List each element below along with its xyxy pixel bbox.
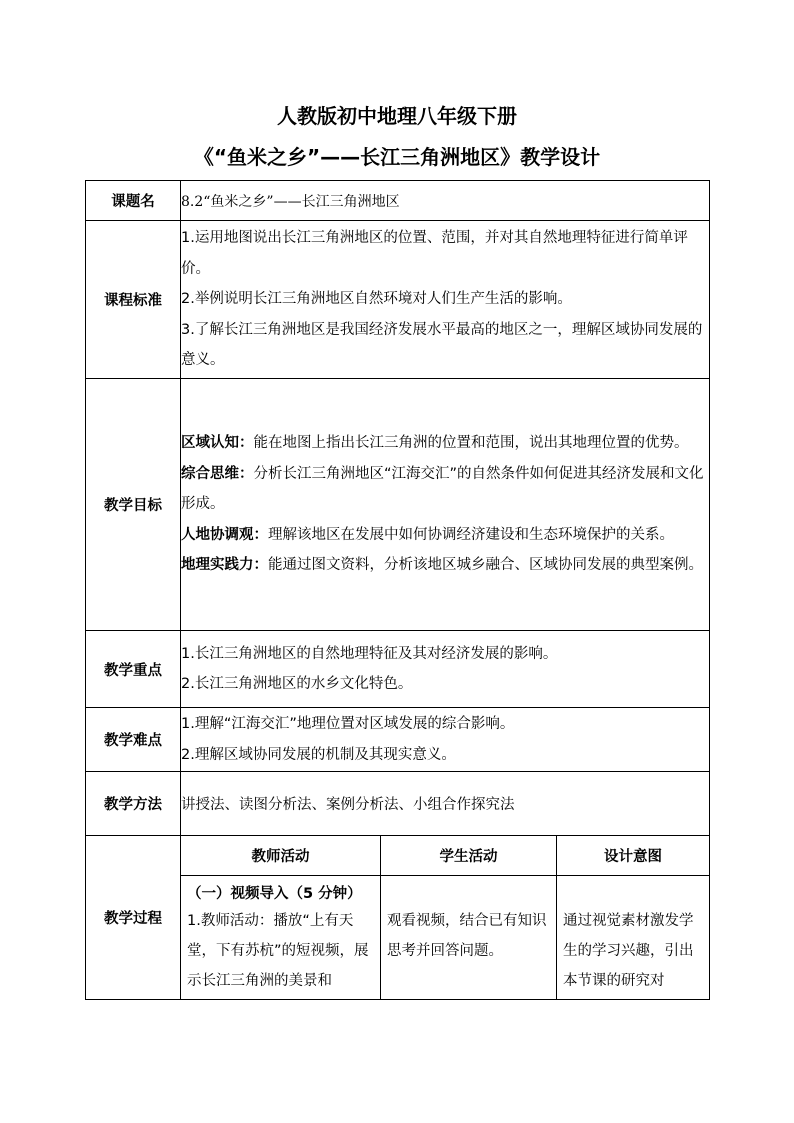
standard-line-2: 2.举例说明长江三角洲地区自然环境对人们生产生活的影响。 <box>181 291 572 308</box>
goal-text: 能在地图上指出长江三角洲的位置和范围，说出其地理位置的优势。 <box>253 435 689 452</box>
row-topic <box>86 181 710 221</box>
difficulty-line-1: 1.理解“江海交汇”地理位置对区域发展的综合影响。 <box>181 716 515 732</box>
goal-head: 区域认知： <box>181 435 254 452</box>
cell-intent: 通过视觉素材激发学生的学习兴趣，引出本节课的研究对 <box>557 876 710 1000</box>
label-key-points: 教学重点 <box>86 631 181 708</box>
label-methods: 教学方法 <box>86 772 181 836</box>
value-methods: 讲授法、读图分析法、案例分析法、小组合作探究法 <box>181 772 710 836</box>
goal-item <box>181 428 709 459</box>
row-standard <box>86 221 710 379</box>
row-goals <box>86 379 710 631</box>
step-title: （一）视频导入（5 分钟） <box>187 886 362 902</box>
label-standard: 课程标准 <box>86 221 181 379</box>
goal-head: 人地协调观： <box>181 526 268 543</box>
row-key-points <box>86 631 710 708</box>
document-subtitle: 《“鱼米之乡”——长江三角洲地区》教学设计 <box>193 145 601 169</box>
key-point-line-2: 2.长江三角洲地区的水乡文化特色。 <box>181 676 413 692</box>
header-student: 学生活动 <box>381 836 557 876</box>
value-topic: 8.2“鱼米之乡”——长江三角洲地区 <box>181 181 710 221</box>
standard-line-3: 3.了解长江三角洲地区是我国经济发展水平最高的地区之一，理解区域协同发展的意义。 <box>181 321 703 369</box>
goal-item <box>181 520 709 551</box>
label-goals: 教学目标 <box>86 379 181 631</box>
key-point-line-1: 1.长江三角洲地区的自然地理特征及其对经济发展的影响。 <box>181 645 558 662</box>
label-difficulties: 教学难点 <box>86 708 181 772</box>
value-goals <box>181 379 710 631</box>
cell-student: 观看视频，结合已有知识思考并回答问题。 <box>381 876 557 1000</box>
difficulty-line-2: 2.理解区域协同发展的机制及其现实意义。 <box>181 746 456 763</box>
label-process: 教学过程 <box>86 836 181 1000</box>
goal-item <box>181 459 709 520</box>
value-standard <box>181 221 710 379</box>
goal-head: 地理实践力： <box>181 557 268 574</box>
value-difficulties <box>181 708 710 772</box>
lesson-plan-table <box>85 180 710 1000</box>
goal-head: 综合思维： <box>181 465 254 482</box>
teacher-activity: 1.教师活动：播放“上有天堂，下有苏杭”的短视频，展示长江三角洲的美景和 <box>187 913 369 989</box>
cell-teacher <box>181 876 381 1000</box>
row-process-header <box>86 836 710 876</box>
label-topic: 课题名 <box>86 181 181 221</box>
standard-line-1: 1.运用地图说出长江三角洲地区的位置、范围，并对其自然地理特征进行简单评价。 <box>181 230 688 277</box>
goal-text: 能通过图文资料，分析该地区城乡融合、区域协同发展的典型案例。 <box>268 557 703 574</box>
row-methods <box>86 772 710 836</box>
row-difficulties <box>86 708 710 772</box>
goal-text: 分析长江三角洲地区“江海交汇”的自然条件如何促进其经济发展和文化形成。 <box>181 465 704 513</box>
header-intent: 设计意图 <box>557 836 710 876</box>
document-title: 人教版初中地理八年级下册 <box>277 104 517 128</box>
goal-item <box>181 550 709 581</box>
goal-text: 理解该地区在发展中如何协调经济建设和生态环境保护的关系。 <box>268 526 674 543</box>
header-teacher: 教师活动 <box>181 836 381 876</box>
value-key-points <box>181 631 710 708</box>
